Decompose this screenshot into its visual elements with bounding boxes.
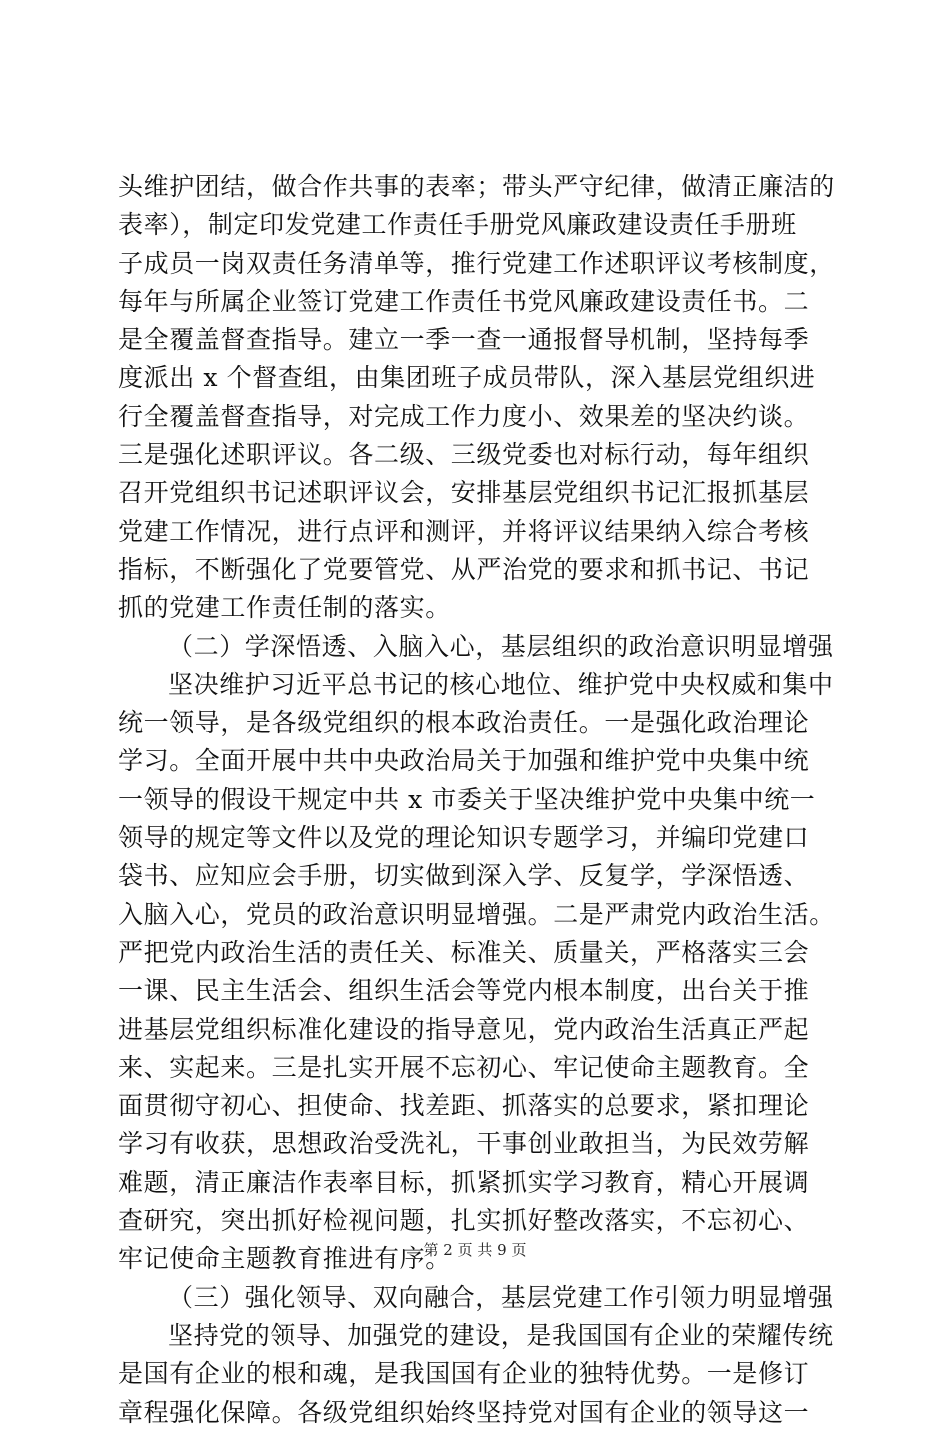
text-line: 党建工作情况，进行点评和测评，并将评议结果纳入综合考核 [118, 516, 810, 546]
text-line: 严把党内政治生活的责任关、标准关、质量关，严格落实三会 [118, 937, 810, 967]
text-line: 行全覆盖督查指导，对完成工作力度小、效果差的坚决约谈。 [118, 401, 810, 431]
text-line: 难题，清正廉洁作表率目标，抓紧抓实学习教育，精心开展调 [118, 1167, 810, 1197]
text-line: 每年与所属企业签订党建工作责任书党风廉政建设责任书。二 [118, 286, 810, 316]
text-line: 袋书、应知应会手册，切实做到深入学、反复学，学深悟透、 [118, 861, 810, 891]
text-line: （二）学深悟透、入脑入心，基层组织的政治意识明显增强 [168, 631, 834, 661]
text-line: 一课、民主生活会、组织生活会等党内根本制度，出台关于推 [118, 976, 810, 1006]
text-line: 是全覆盖督查指导。建立一季一查一通报督导机制，坚持每季 [118, 325, 810, 355]
text-line: 入脑入心，党员的政治意识明显增强。二是严肃党内政治生活。 [118, 899, 835, 929]
text-line: 章程强化保障。各级党组织始终坚持党对国有企业的领导这一 [118, 1397, 810, 1427]
text-line: 表率），制定印发党建工作责任手册党风廉政建设责任手册班 [118, 210, 797, 240]
text-line: 面贯彻守初心、担使命、找差距、抓落实的总要求，紧扣理论 [118, 1091, 810, 1121]
text-line: 坚决维护习近平总书记的核心地位、维护党中央权威和集中 [168, 669, 834, 699]
text-line: 是国有企业的根和魂，是我国国有企业的独特优势。一是修订 [118, 1359, 810, 1389]
text-line: 牢记使命主题教育推进有序。 [118, 1244, 451, 1274]
text-line: 抓的党建工作责任制的落实。 [118, 593, 451, 623]
page-footer: 第 2 页 共 9 页 [423, 1241, 527, 1259]
text-line: 召开党组织书记述职评议会，安排基层党组织书记汇报抓基层 [118, 478, 810, 508]
text-line: 统一领导，是各级党组织的根本政治责任。一是强化政治理论 [118, 708, 810, 738]
text-line: 指标，不断强化了党要管党、从严治党的要求和抓书记、书记 [118, 554, 810, 584]
text-line: 学习有收获，思想政治受洗礼，干事创业敢担当，为民效劳解 [118, 1129, 810, 1159]
text-line: 坚持党的领导、加强党的建设，是我国国有企业的荣耀传统 [168, 1320, 834, 1350]
text-line: 三是强化述职评议。各二级、三级党委也对标行动，每年组织 [118, 440, 810, 470]
text-line: 查研究，突出抓好检视问题，扎实抓好整改落实，不忘初心、 [118, 1206, 810, 1236]
text-line: 领导的规定等文件以及党的理论知识专题学习，并编印党建口 [118, 823, 810, 853]
text-line: 度派出 x 个督查组，由集团班子成员带队，深入基层党组织进 [118, 363, 816, 393]
text-line: 一领导的假设干规定中共 x 市委关于坚决维护党中央集中统一 [118, 784, 816, 814]
text-line: （三）强化领导、双向融合，基层党建工作引领力明显增强 [168, 1282, 834, 1312]
text-line: 子成员一岗双责任务清单等，推行党建工作述职评议考核制度， [118, 248, 835, 278]
text-line: 进基层党组织标准化建设的指导意见，党内政治生活真正严起 [118, 1014, 810, 1044]
text-line: 头维护团结，做合作共事的表率；带头严守纪律，做清正廉洁的 [118, 172, 835, 201]
text-line: 来、实起来。三是扎实开展不忘初心、牢记使命主题教育。全 [118, 1052, 810, 1082]
text-line: 学习。全面开展中共中央政治局关于加强和维护党中央集中统 [118, 746, 810, 776]
